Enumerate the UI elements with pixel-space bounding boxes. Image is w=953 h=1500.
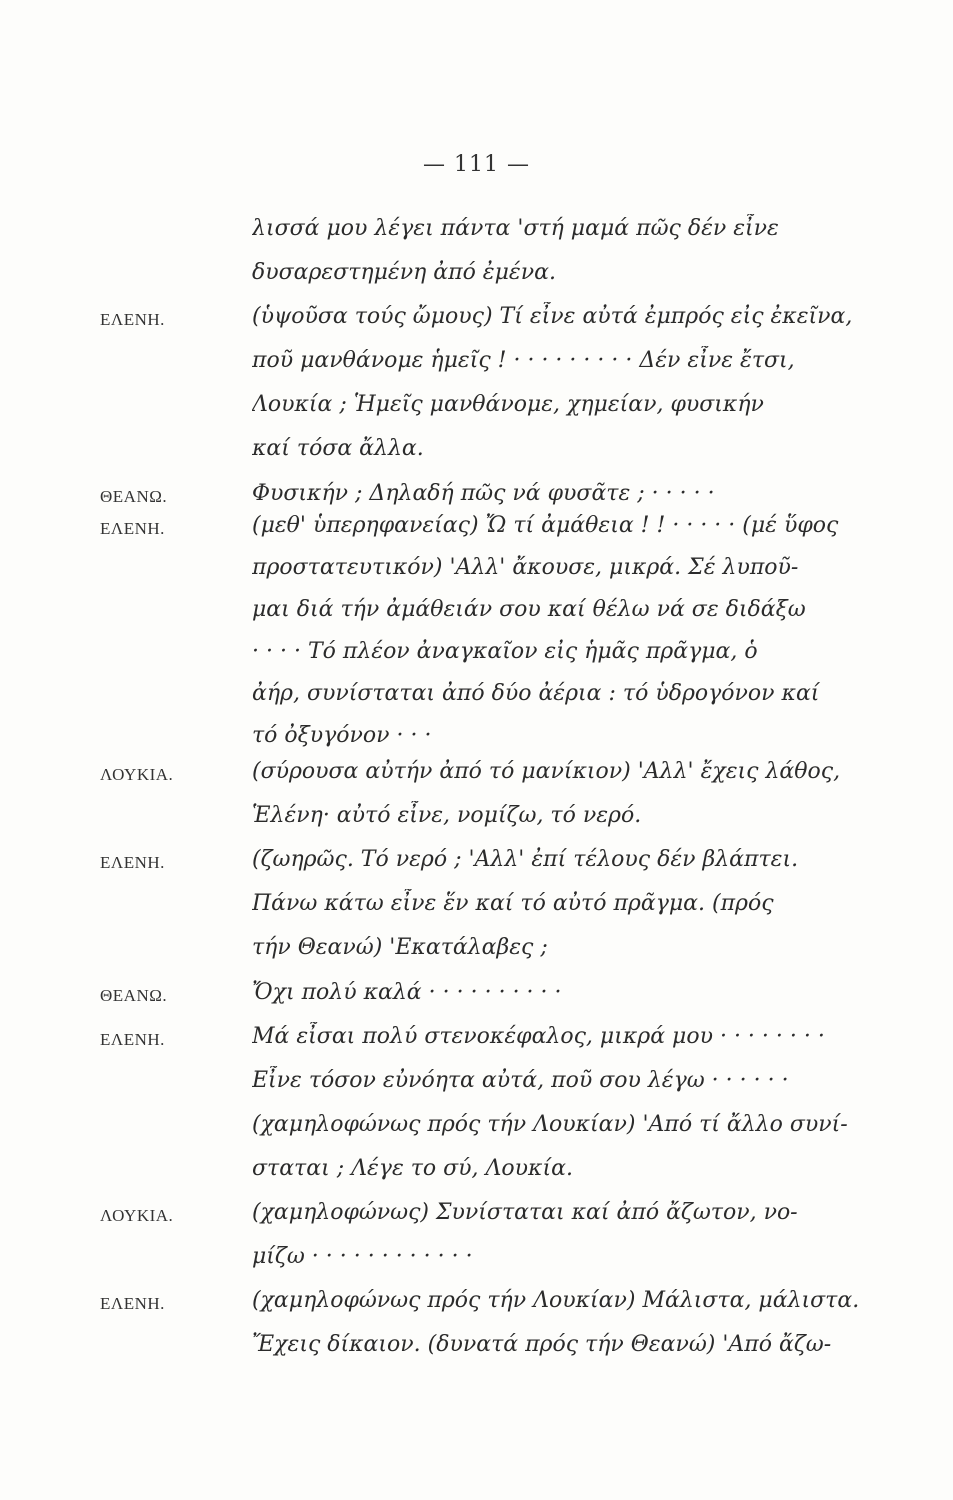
text-line: μίζω · · · · · · · · · · · · xyxy=(252,1244,473,1269)
text-line: (χαμηλοφώνως πρός τήν Λουκίαν) 'Από τί ἄλλο συνί- xyxy=(252,1112,848,1137)
text-line: Πάνω κάτω εἶνε ἕν καί τό αὐτό πρᾶγμα. (πρός xyxy=(252,891,774,916)
text-line: λισσά μου λέγει πάντα 'στή μαμά πῶς δέν εἶνε xyxy=(252,216,779,241)
text-line: (ζωηρῶς. Τό νερό ; 'Αλλ' ἐπί τέλους δέν βλάπτει. xyxy=(252,847,799,872)
text-line: Λουκία ; Ἡμεῖς μανθάνομε, χημείαν, φυσικήν xyxy=(252,392,764,417)
speaker-theano: ΘΕΑΝΩ. xyxy=(100,487,168,506)
speaker-eleni: ΕΛΕΝΗ. xyxy=(100,310,165,329)
text-line: Ἔχεις δίκαιον. (δυνατά πρός τήν Θεανώ) 'Από ἄζω- xyxy=(252,1332,832,1357)
text-line: Μά εἶσαι πολύ στενοκέφαλος, μικρά μου · · · · · · · · xyxy=(252,1024,825,1049)
page-number: — 111 — xyxy=(423,152,530,177)
text-line: Εἶνε τόσον εὐνόητα αὐτά, ποῦ σου λέγω · · · · · · xyxy=(252,1068,789,1093)
text-line: προστατευτικόν) 'Αλλ' ἄκουσε, μικρά. Σέ λυποῦ- xyxy=(252,555,799,580)
text-line: (μεθ' ὑπερηφανείας) Ὤ τί ἀμάθεια ! ! · · · · · (μέ ὕφος xyxy=(252,513,839,538)
text-line: μαι διά τήν ἀμάθειάν σου καί θέλω νά σε διδάξω xyxy=(252,597,806,622)
text-line: (σύρουσα αὐτήν ἀπό τό μανίκιον) 'Αλλ' ἔχεις λάθος, xyxy=(252,759,841,784)
text-line: Ὄχι πολύ καλά · · · · · · · · · · xyxy=(252,980,562,1005)
speaker-theano: ΘΕΑΝΩ. xyxy=(100,986,168,1005)
speaker-eleni: ΕΛΕΝΗ. xyxy=(100,853,165,872)
speaker-loukia: ΛΟΥΚΙΑ. xyxy=(100,765,174,784)
text-line: (χαμηλοφώνως) Συνίσταται καί ἀπό ἄζωτον, νο- xyxy=(252,1200,798,1225)
text-line: ἀήρ, συνίσταται ἀπό δύο ἀέρια : τό ὑδρογόνον καί xyxy=(252,681,820,706)
speaker-eleni: ΕΛΕΝΗ. xyxy=(100,1030,165,1049)
text-line: Φυσικήν ; Δηλαδή πῶς νά φυσᾶτε ; · · · · · xyxy=(252,481,715,506)
text-line: τό ὀξυγόνον · · · xyxy=(252,723,432,748)
text-line: (ὑψοῦσα τούς ὤμους) Τί εἶνε αὐτά ἐμπρός εἰς ἐκεῖνα, xyxy=(252,304,853,329)
text-line: ποῦ μανθάνομε ἡμεῖς ! · · · · · · · · · Δέν εἶνε ἔτσι, xyxy=(252,348,795,373)
text-line: καί τόσα ἄλλα. xyxy=(252,436,424,461)
text-line: (χαμηλοφώνως πρός τήν Λουκίαν) Μάλιστα, μάλιστα. xyxy=(252,1288,860,1313)
text-line: · · · · Τό πλέον ἀναγκαῖον εἰς ἡμᾶς πρᾶγμα, ὁ xyxy=(252,639,758,664)
speaker-eleni: ΕΛΕΝΗ. xyxy=(100,1294,165,1313)
speaker-loukia: ΛΟΥΚΙΑ. xyxy=(100,1206,174,1225)
speaker-eleni: ΕΛΕΝΗ. xyxy=(100,519,165,538)
text-line: τήν Θεανώ) 'Εκατάλαβες ; xyxy=(252,935,548,960)
text-line: Ἑλένη· αὐτό εἶνε, νομίζω, τό νερό. xyxy=(252,803,642,828)
text-line: σταται ; Λέγε το σύ, Λουκία. xyxy=(252,1156,573,1181)
text-line: δυσαρεστημένη ἀπό ἐμένα. xyxy=(252,260,556,285)
